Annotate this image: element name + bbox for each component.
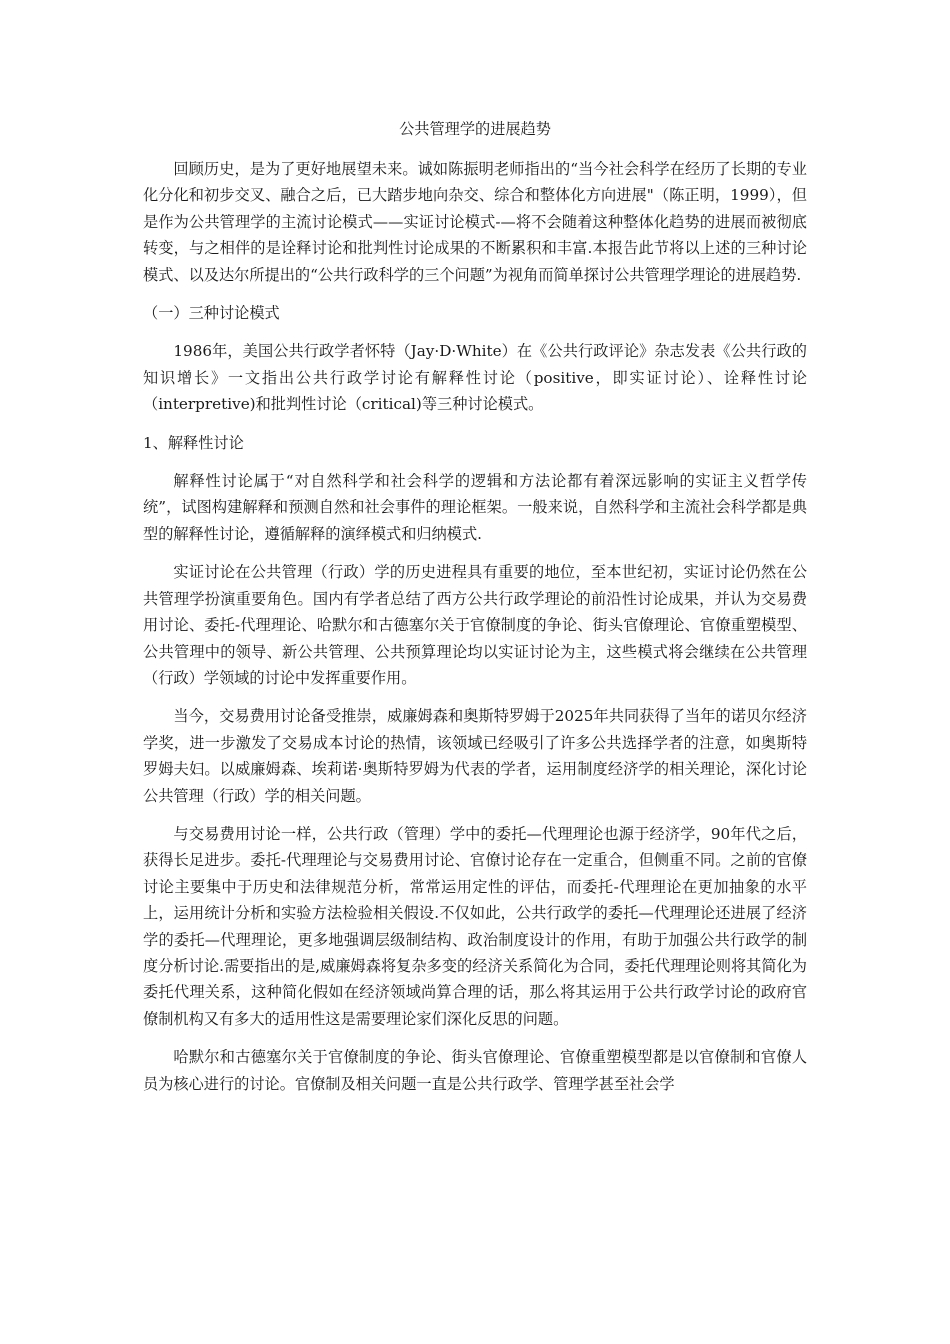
paragraph-explanatory-definition: 解释性讨论属于“对自然科学和社会科学的逻辑和方法论都有着深远影响的实证主义哲学传统”，试图构建解释和预测自然和社会事件的理论框架。一般来说，自然科学和主流社会科学都是典型的解释性讨论，遵循解释的演绎模式和归纳模式. [143, 472, 807, 543]
paragraph-intro: 回顾历史，是为了更好地展望未来。诚如陈振明老师指出的“当今社会科学在经历了长期的专业化分化和初步交叉、融合之后，已大踏步地向杂交、综合和整体化方向进展"（陈正明，1999），但是作为公共管理学的主流讨论模式——实证讨论模式-—将不会随着这种整体化趋势的进展而被彻底转变，与之相伴的是诠释讨论和批判性讨论成果的不断累积和丰富.本报告此节将以上述的三种讨论模式、以及达尔所提出的“公共行政科学的三个问题”为视角而简单探讨公共管理学理论的进展趋势. [143, 160, 807, 284]
paragraph-bureaucracy: 哈默尔和古德塞尔关于官僚制度的争论、街头官僚理论、官僚重塑模型都是以官僚制和官僚人员为核心进行的讨论。官僚制及相关问题一直是公共行政学、管理学甚至社会学 [143, 1048, 807, 1093]
paragraph-transaction-cost: 当今，交易费用讨论备受推崇，威廉姆森和奥斯特罗姆于2025年共同获得了当年的诺贝尔经济学奖，进一步激发了交易成本讨论的热情，该领域已经吸引了许多公共选择学者的注意，如奥斯特罗姆夫妇。以威廉姆森、埃莉诺·奥斯特罗姆为代表的学者，运用制度经济学的相关理论，深化讨论公共管理（行政）学的相关问题。 [143, 707, 807, 805]
document-title: 公共管理学的进展趋势 [399, 120, 551, 138]
section-heading-explanatory: 1、解释性讨论 [143, 433, 244, 452]
document-body [143, 116, 807, 1109]
paragraph-white-1986: 1986年，美国公共行政学者怀特（Jay·D·White）在《公共行政评论》杂志发表《公共行政的知识增长》一文指出公共行政学讨论有解释性讨论（positive，即实证讨论）、诠释性讨论（interpretive)和批判性讨论（critical)等三种讨论模式。 [143, 342, 807, 414]
section-heading-three-modes: （一）三种讨论模式 [143, 304, 280, 323]
paragraph-empirical-research: 实证讨论在公共管理（行政）学的历史进程具有重要的地位，至本世纪初，实证讨论仍然在公共管理学扮演重要角色。国内有学者总结了西方公共行政学理论的前沿性讨论成果，并认为交易费用讨论、委托-代理理论、哈默尔和古德塞尔关于官僚制度的争论、街头官僚理论、官僚重塑模型、公共管理中的领导、新公共管理、公共预算理论均以实证讨论为主，这些模式将会继续在公共管理（行政）学领域的讨论中发挥重要作用。 [143, 563, 807, 687]
paragraph-principal-agent: 与交易费用讨论一样，公共行政（管理）学中的委托—代理理论也源于经济学，90年代之后，获得长足进步。委托-代理理论与交易费用讨论、官僚讨论存在一定重合，但侧重不同。之前的官僚讨论主要集中于历史和法律规范分析，常常运用定性的评估，而委托-代理理论在更加抽象的水平上，运用统计分析和实验方法检验相关假设.不仅如此，公共行政学的委托—代理理论还进展了经济学的委托—代理理论，更多地强调层级制结构、政治制度设计的作用，有助于加强公共行政学的制度分析讨论.需要指出的是,威廉姆森将复杂多变的经济关系简化为合同，委托代理理论则将其简化为委托代理关系，这种简化假如在经济领域尚算合理的话，那么将其运用于公共行政学讨论的政府官僚制机构又有多大的适用性这是需要理论家们深化反思的问题。 [143, 824, 807, 1028]
